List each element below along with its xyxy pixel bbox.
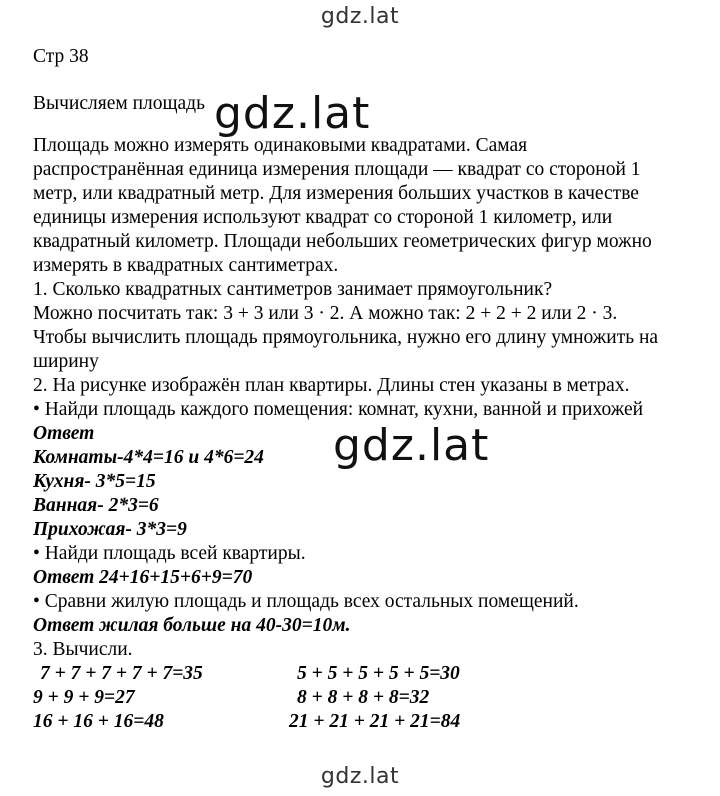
- task2-title: 2. На рисунке изображён план квартиры. Длины стен указаны в метрах.: [33, 375, 630, 396]
- intro-line: метр, или квадратный метр. Для измерения больших участков в качестве: [33, 183, 639, 204]
- task2-question: • Найди площадь каждого помещения: комнат, кухни, ванной и прихожей: [33, 399, 644, 420]
- intro-line: Площадь можно измерять одинаковыми квадратами. Самая: [33, 135, 528, 156]
- page-label: Стр 38: [33, 46, 89, 67]
- task3-title: 3. Вычисли.: [33, 639, 133, 660]
- calc-right: 5 + 5 + 5 + 5 + 5=30: [297, 663, 460, 684]
- room-answer: Прихожая- 3*3=9: [33, 519, 187, 540]
- watermark-bottom: gdz.lat: [320, 764, 400, 789]
- total-answer: Ответ 24+16+15+6+9=70: [33, 567, 253, 588]
- intro-line: распространённая единица измерения площади — квадрат со стороной 1: [33, 159, 641, 180]
- intro-line: измерять в квадратных сантиметрах.: [33, 255, 339, 276]
- watermark-overlay: gdz.lat: [333, 420, 490, 471]
- calc-left: 9 + 9 + 9=27: [33, 687, 135, 708]
- watermark-overlay: gdz.lat: [214, 88, 371, 139]
- calc-left: 16 + 16 + 16=48: [33, 711, 164, 732]
- intro-line: квадратный километр. Площади небольших геометрических фигур можно: [33, 231, 652, 252]
- task1-line: ширину: [33, 351, 99, 372]
- task2-question: • Найди площадь всей квартиры.: [33, 543, 306, 564]
- compare-answer: Ответ жилая больше на 40-30=10м.: [33, 615, 351, 636]
- room-answer: Кухня- 3*5=15: [33, 471, 156, 492]
- task2-question: • Сравни жилую площадь и площадь всех остальных помещений.: [33, 591, 579, 612]
- intro-line: единицы измерения используют квадрат со стороной 1 километр, или: [33, 207, 613, 228]
- calc-right: 21 + 21 + 21 + 21=84: [289, 711, 461, 732]
- heading: Вычисляем площадь: [33, 93, 205, 114]
- task1-line: 1. Сколько квадратных сантиметров занимает прямоугольник?: [33, 279, 553, 300]
- room-answer: Комнаты-4*4=16 и 4*6=24: [33, 447, 264, 468]
- calc-left: 7 + 7 + 7 + 7 + 7=35: [40, 663, 203, 684]
- room-answer: Ванная- 2*3=6: [33, 495, 159, 516]
- answer-label: Ответ: [33, 423, 95, 444]
- task1-line: Можно посчитать так: 3 + 3 или 3 · 2. А можно так: 2 + 2 + 2 или 2 · 3.: [33, 303, 618, 324]
- watermark-top: gdz.lat: [320, 4, 400, 29]
- calc-right: 8 + 8 + 8 + 8=32: [297, 687, 430, 708]
- task1-line: Чтобы вычислить площадь прямоугольника, нужно его длину умножить на: [33, 327, 659, 348]
